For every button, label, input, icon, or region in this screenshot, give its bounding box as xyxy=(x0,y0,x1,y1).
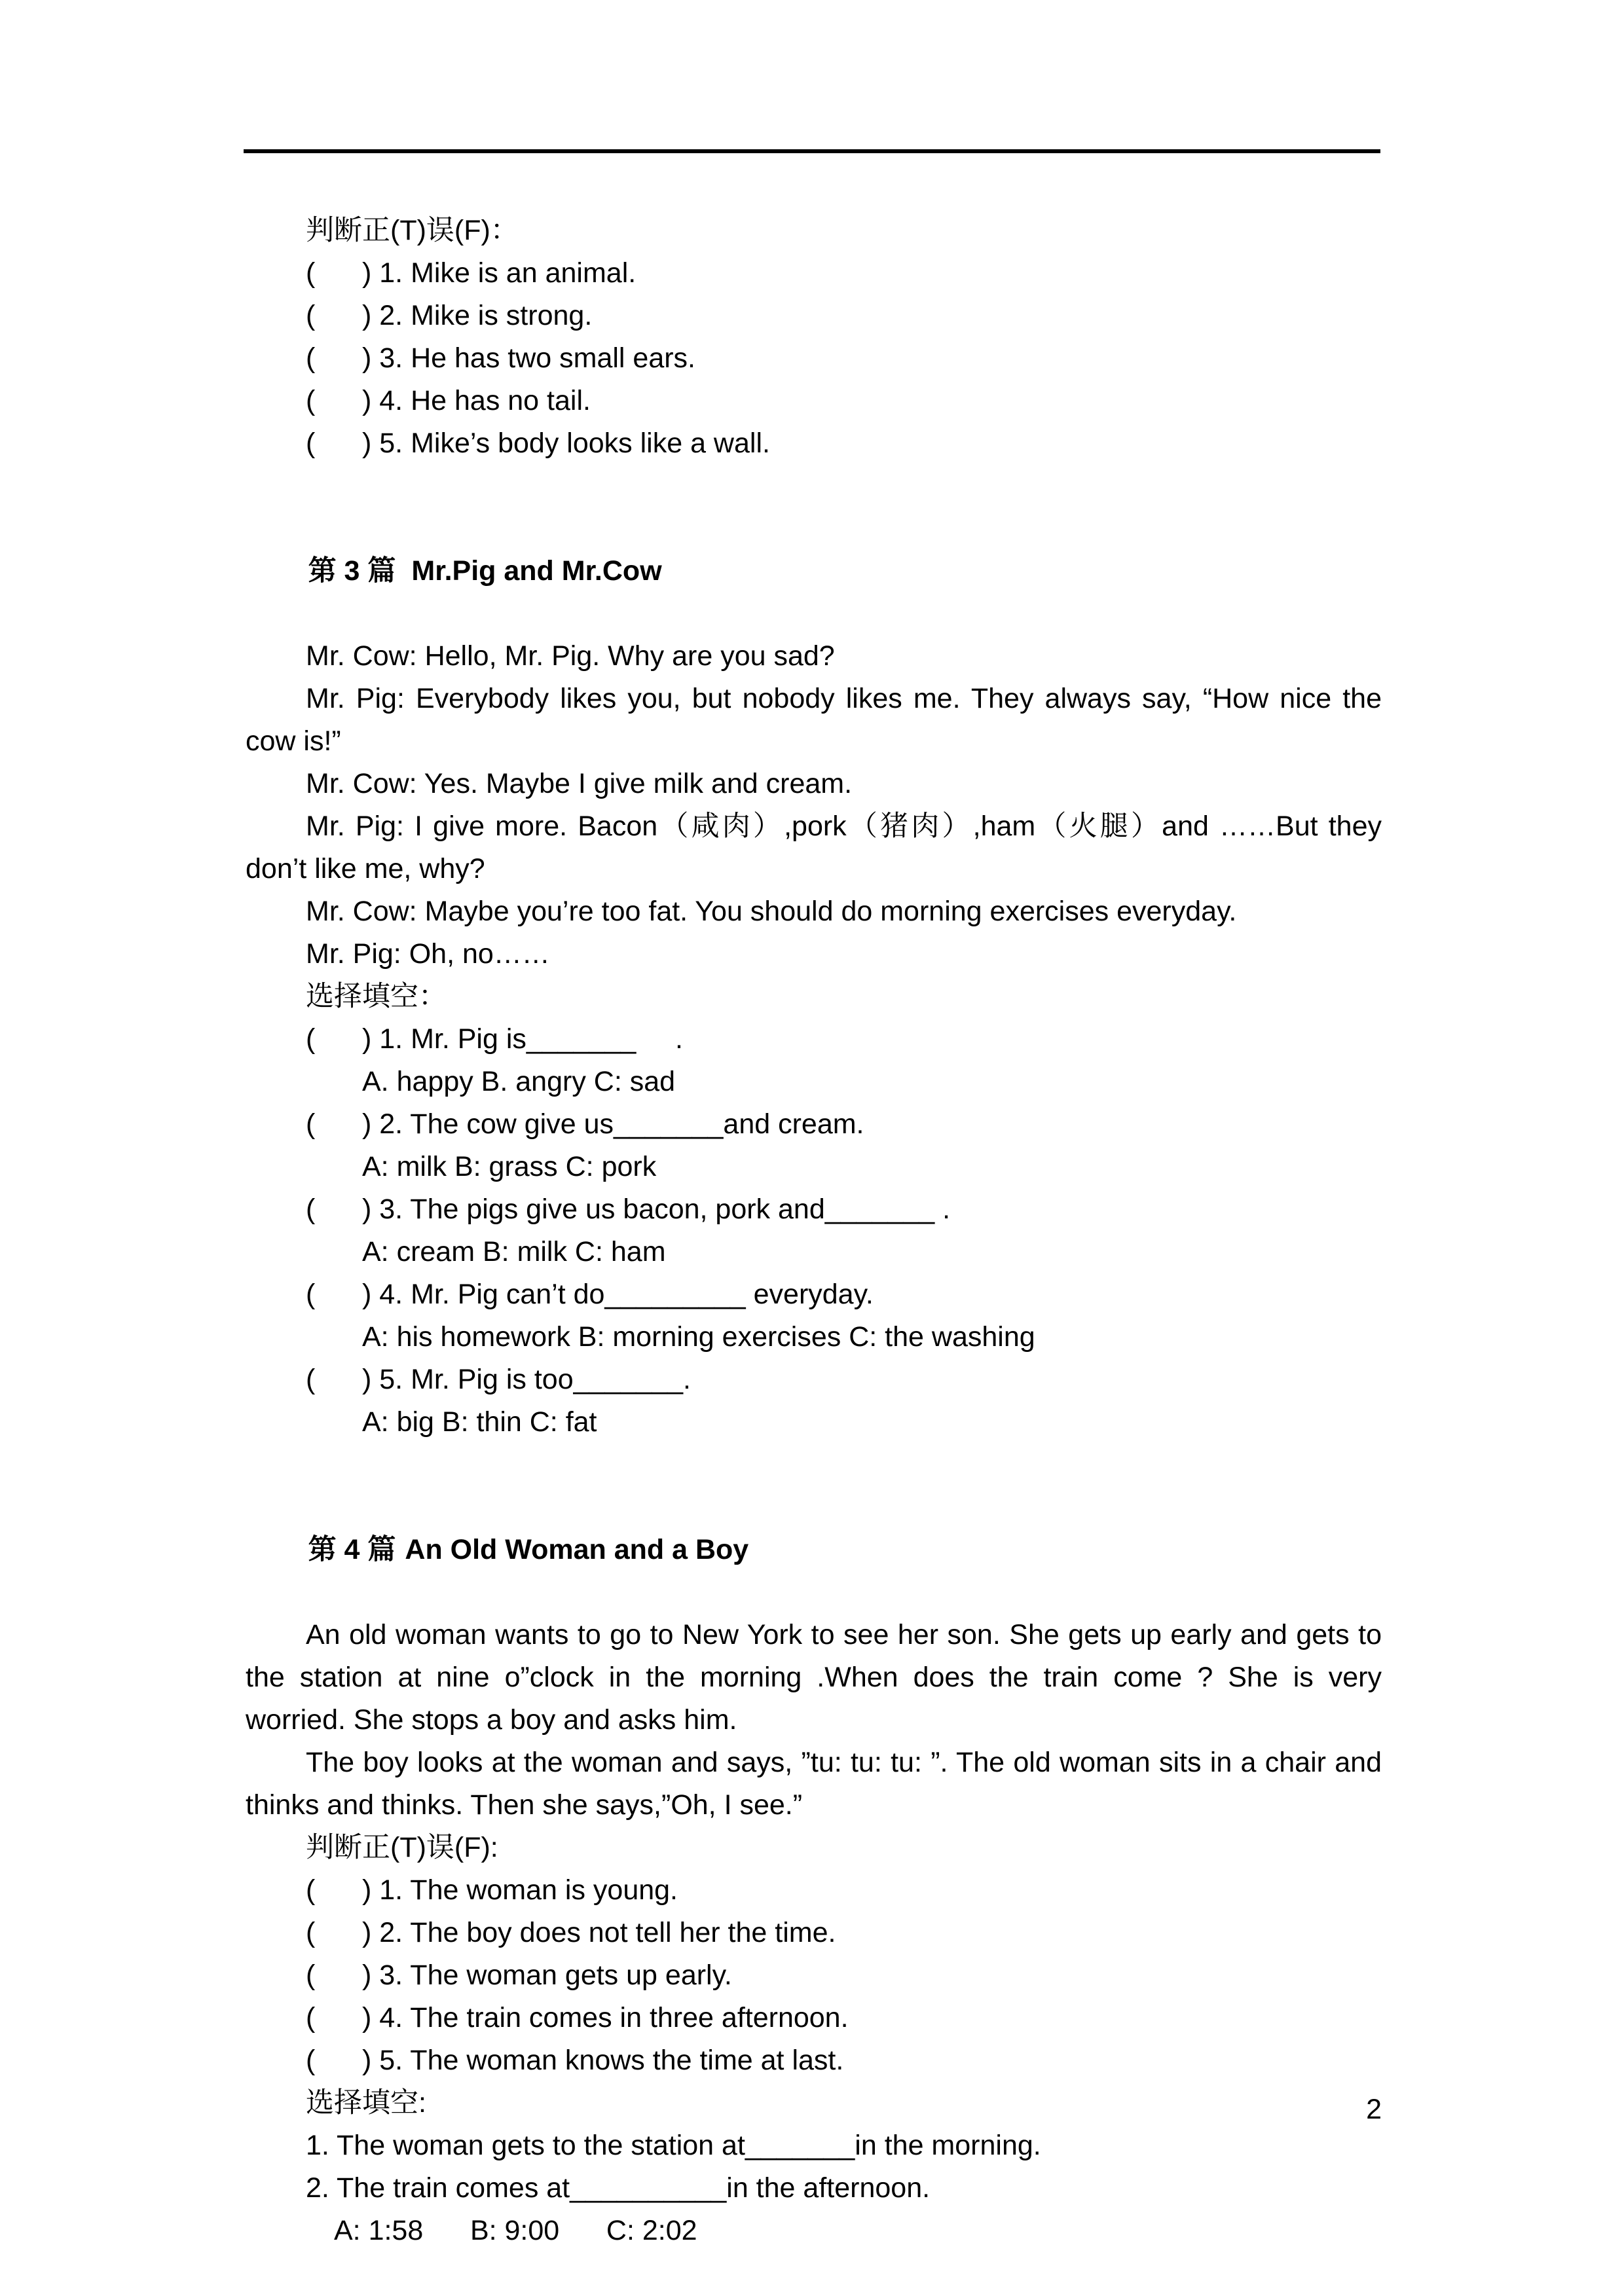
tf-item: ( ) 1. The woman is young. xyxy=(306,1874,678,1906)
question-line: ( ) 1. Mr. Pig is_______ . xyxy=(306,1023,683,1055)
passage-line: The boy looks at the woman and says, ”tu: tu: tu: ”. The old woman sits in a chair and xyxy=(306,1747,1382,1778)
tf-item: ( ) 1. Mike is an animal. xyxy=(306,257,637,289)
tf-item: ( ) 2. Mike is strong. xyxy=(306,300,593,331)
dialog-line: Mr. Pig: Everybody likes you, but nobody likes me. They always say, “How nice the xyxy=(306,683,1382,714)
passage-number-label: 第 4 篇 xyxy=(308,1534,396,1565)
passage-4 xyxy=(246,1486,1382,2252)
question-line: ( ) 5. Mr. Pig is too_______. xyxy=(306,1364,691,1395)
fill-item: 1. The woman gets to the station at_______in the morning. xyxy=(306,2130,1041,2161)
tf-item: ( ) 5. The woman knows the time at last. xyxy=(306,2045,844,2076)
passage-title-text: An Old Woman and a Boy xyxy=(405,1534,749,1565)
page-number: 2 xyxy=(1366,2094,1382,2125)
exercise-heading: 选择填空： xyxy=(306,981,447,1012)
tf-heading: 判断正(T)误(F)： xyxy=(306,215,519,246)
passage-line: the station at nine o”clock in the morning .When does the train come ? She is very xyxy=(246,1662,1382,1693)
passage-number-label: 第 3 篇 xyxy=(308,555,396,587)
tf-item: ( ) 5. Mike’s body looks like a wall. xyxy=(306,428,770,459)
header-divider-rule xyxy=(244,149,1380,153)
passage-line: An old woman wants to go to New York to see her son. She gets up early and gets to xyxy=(306,1619,1382,1650)
options-line: A. happy B. angry C: sad xyxy=(362,1066,676,1097)
dialog-line: Mr. Cow: Yes. Maybe I give milk and cream. xyxy=(306,768,853,799)
dialog-line: don’t like me, why? xyxy=(246,853,485,884)
options-line: A: 1:58 B: 9:00 C: 2:02 xyxy=(334,2215,697,2246)
tf-item: ( ) 3. He has two small ears. xyxy=(306,342,696,374)
question-line: ( ) 3. The pigs give us bacon, pork and_______ . xyxy=(306,1194,951,1225)
passage-line: thinks and thinks. Then she says,”Oh, I see.” xyxy=(246,1789,803,1821)
question-line: ( ) 2. The cow give us_______and cream. xyxy=(306,1108,864,1140)
passage-title-text: Mr.Pig and Mr.Cow xyxy=(411,555,662,587)
passage-3 xyxy=(246,507,1382,1444)
tf-heading: 判断正(T)误(F): xyxy=(306,1832,498,1863)
dialog-line: cow is!” xyxy=(246,725,341,757)
tf-item: ( ) 2. The boy does not tell her the time. xyxy=(306,1917,836,1948)
tf-item: ( ) 4. The train comes in three afternoon. xyxy=(306,2002,849,2033)
fill-item: 2. The train comes at__________in the afternoon. xyxy=(306,2172,931,2204)
options-line: A: milk B: grass C: pork xyxy=(362,1151,657,1182)
dialog-line: Mr. Cow: Maybe you’re too fat. You should do morning exercises everyday. xyxy=(306,896,1237,927)
question-line: ( ) 4. Mr. Pig can’t do_________ everyday. xyxy=(306,1279,874,1310)
passage-3-title xyxy=(246,507,1382,635)
tf-item: ( ) 4. He has no tail. xyxy=(306,385,591,416)
passage-line: worried. She stops a boy and asks him. xyxy=(246,1704,737,1736)
dialog-line: Mr. Pig: I give more. Bacon（咸肉）,pork（猪肉）,ham（火腿）and ……But they xyxy=(306,811,1382,842)
options-line: A: big B: thin C: fat xyxy=(362,1406,597,1438)
options-line: A: cream B: milk C: ham xyxy=(362,1236,666,1267)
passage-4-title xyxy=(246,1486,1382,1614)
dialog-line: Mr. Cow: Hello, Mr. Pig. Why are you sad? xyxy=(306,640,835,672)
page-content xyxy=(246,210,1382,2252)
exercise-heading: 选择填空: xyxy=(306,2087,426,2119)
tf-section-top xyxy=(246,210,1382,465)
dialog-line: Mr. Pig: Oh, no…… xyxy=(306,938,550,970)
options-line: A: his homework B: morning exercises C: the washing xyxy=(362,1321,1035,1353)
tf-item: ( ) 3. The woman gets up early. xyxy=(306,1959,732,1991)
